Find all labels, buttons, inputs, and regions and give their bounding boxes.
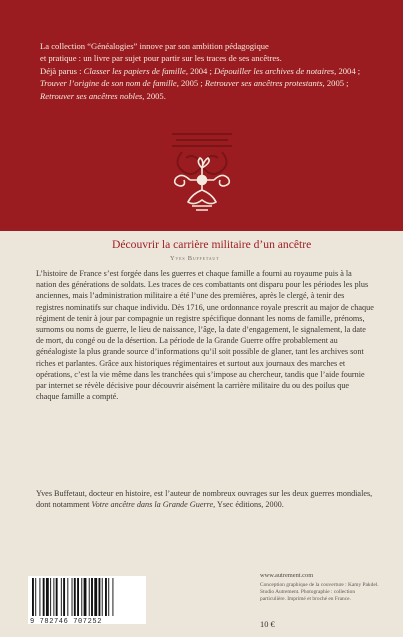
already-published-label: Déjà parus : [40,65,84,76]
bio-publisher: , Ysec éditions, 2000. [213,500,284,510]
published-title: Classer les papiers de famille [83,65,186,76]
bio-text: Yves Buffetaut, docteur en histoire, est l’auteur de nombreux ouvrages sur les deux guerres mondiales, dont notamment [36,489,373,510]
barcode-bar [102,578,103,616]
published-title: Trouver l’origine de son nom de famille [40,78,177,89]
published-title: Retrouver ses ancêtres protestants [204,78,323,89]
price: 10 € [260,620,275,629]
barcode-bar [50,578,51,616]
published-year: , 2005. [142,90,166,101]
book-author: Yves Buffetaut [170,255,220,262]
barcode-bar [84,578,87,616]
barcode [28,576,146,624]
published-year: , 2004 ; [185,65,215,76]
barcode-bar [91,578,93,616]
barcode-bar [56,578,58,616]
collection-description [40,40,370,102]
author-bio [36,488,374,510]
summary-text [36,268,374,402]
barcode-bar [94,578,97,616]
published-year: , 2004 ; [334,65,361,76]
barcode-bar [81,578,82,616]
barcode-bar [89,578,90,616]
barcode-bar [61,578,62,616]
publisher-website: www.autrement.com [260,572,314,579]
collection-line-2: et pratique : un livre par sujet pour partir sur les traces de ses ancêtres. [40,53,282,64]
barcode-icon [28,576,146,618]
bio-work-title: Votre ancêtre dans la Grande Guerre [91,500,214,510]
collection-band [0,0,403,231]
barcode-bar [74,578,76,616]
barcode-bar [67,578,68,616]
barcode-bar [108,578,109,616]
barcode-bar [63,578,65,616]
book-title: Découvrir la carrière militaire d’un ancêtre [112,238,312,251]
barcode-bar [72,578,73,616]
barcode-bar [32,578,34,616]
barcode-bar [43,578,45,616]
decorative-ornament-icon [162,128,242,216]
cover-credits: Conception graphique de la couverture : Kamy Pakdel. Studio Autrement. Photographie : collection particulière. Imprimé et broché en France. [260,582,379,602]
barcode-bar [105,578,107,616]
published-year: , 2005 ; [322,78,349,89]
barcode-bar [53,578,54,616]
barcode-bar [46,578,49,616]
barcode-bar [99,578,101,616]
isbn-number: 9 782746 707252 [30,618,103,626]
barcode-bar [39,578,40,616]
barcode-bar [112,578,113,616]
published-title: Dépouiller les archives de notaires [214,65,335,76]
published-year: , 2005 ; [176,78,205,89]
collection-line-1: La collection “Généalogies” innove par son ambition pédagogique [40,41,269,51]
barcode-bar [35,578,36,616]
barcode-bar [77,578,79,616]
published-title: Retrouver ses ancêtres nobles [40,90,143,101]
summary-paragraph: L’histoire de France s’est forgée dans les guerres et chaque famille a fourni au royaume puis à la nation des générations de soldats. Les traces de ces combattants ont disparu pour les périodes les plus anciennes, mais l’administration militaire a été l’une des premières, après le clergé, à tenir des registres nominatifs sur chaque individu. Dès 1716, une ordonnance royale prescrit au major de chaque régiment de tenir à jour par compagnie un registre spécifique donnant les noms de famille, prénoms, surnoms ou noms de guerre, le lieu de naissance, l’âge, la date d’engagement, le signalement, la date de mort, du congé ou de la désertion. La période de la Grande Guerre offre probablement au généalogiste la plus grande source d’informations qu’il soit possible de glaner, tant les archives sont riches et parlantes. Grâce aux historiques régimentaires et surtout aux journaux des marches et opérations, c’est la vie même dans les tranchées qui s’impose au chercheur, tandis que l’aide fournie par internet se révèle décisive pour découvrir aisément la carrière militaire du ou des poilus que chaque famille a compté. [36,269,374,402]
